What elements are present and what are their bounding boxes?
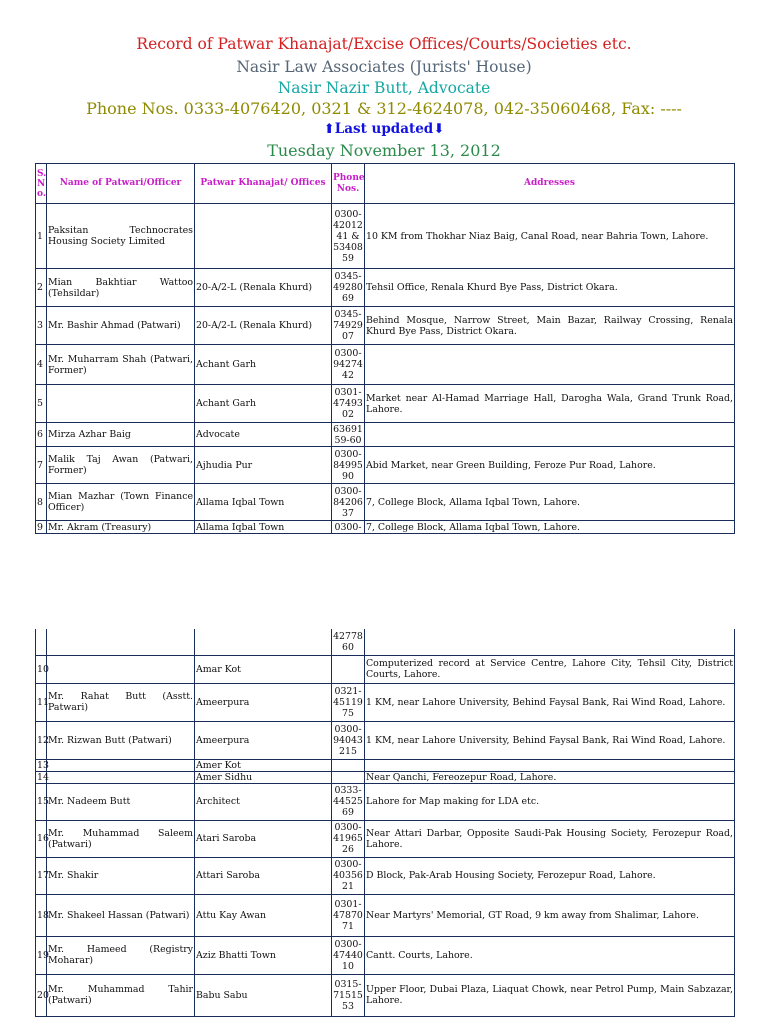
cell-address: Market near Al-Hamad Marriage Hall, Darogha Wala, Grand Trunk Road, Lahore. <box>365 385 735 423</box>
cell-address <box>365 423 735 447</box>
cell-name: Malik Taj Awan (Patwari, Former) <box>47 447 195 484</box>
table-row <box>36 423 735 447</box>
arrow-up-icon: ⬆ <box>323 121 335 137</box>
cell-address: Near Attari Darbar, Opposite Saudi-Pak Housing Society, Ferozepur Road, Lahore. <box>365 820 735 857</box>
cell-sno: 18 <box>36 894 47 936</box>
advocate-name: Nasir Nazir Butt, Advocate <box>277 79 491 97</box>
phone-numbers: Phone Nos. 0333-4076420, 0321 & 312-4624078, 042-35060468, Fax: ---- <box>86 99 682 118</box>
cell-phone: 0300-8420637 <box>333 485 363 519</box>
cell-address: 1 KM, near Lahore University, Behind Faysal Bank, Rai Wind Road, Lahore. <box>365 683 735 721</box>
cell-phone <box>332 655 365 683</box>
cell-office: Allama Iqbal Town <box>195 521 332 534</box>
cell-address: Cantt. Courts, Lahore. <box>365 936 735 974</box>
cell-address: Upper Floor, Dubai Plaza, Liaquat Chowk, near Petrol Pump, Main Sabzazar, Lahore. <box>365 974 735 1016</box>
cell-sno: 17 <box>36 857 47 894</box>
cell-address: Behind Mosque, Narrow Street, Main Bazar, Railway Crossing, Renala Khurd Bye Pass, District Okara. <box>365 307 735 345</box>
cell-phone: 0300-8499590 <box>333 448 363 482</box>
cell-office: Attu Kay Awan <box>195 894 332 936</box>
table-row <box>36 771 735 783</box>
cell-name: Mr. Nadeem Butt <box>47 783 195 820</box>
cell-address: Tehsil Office, Renala Khurd Bye Pass, District Okara. <box>365 269 735 307</box>
table-row <box>36 521 735 534</box>
cell-sno: 10 <box>36 655 47 683</box>
cell-sno: 7 <box>36 447 47 484</box>
cell-address: Computerized record at Service Centre, Lahore City, Tehsil City, District Courts, Lahore. <box>365 655 735 683</box>
cell-name: Mr. Muhammad Saleem (Patwari) <box>47 820 195 857</box>
cell-name: Paksitan Technocrates Housing Society Limited <box>47 204 195 269</box>
cell-phone <box>332 759 365 771</box>
table-row <box>36 820 735 857</box>
last-updated-text: Last updated <box>334 121 434 137</box>
cell-phone: 0300-94043215 <box>332 721 365 759</box>
arrow-down-icon: ⬇ <box>433 121 445 137</box>
cell-phone: 0300- <box>332 521 365 534</box>
table-row <box>36 655 735 683</box>
cell-phone: 0300-4201241 & 5340859 <box>332 204 365 269</box>
cell-name: Mr. Akram (Treasury) <box>47 521 195 534</box>
cell-phone: 0345-7492907 <box>332 307 365 345</box>
cell-phone: 0333-4452569 <box>333 785 363 818</box>
last-updated-label <box>0 121 768 137</box>
cell-sno: 11 <box>36 683 47 721</box>
cell-office: Ajhudia Pur <box>195 447 332 484</box>
column-header-name: Name of Patwari/Officer <box>47 164 195 204</box>
records-table-body <box>36 164 735 534</box>
cell-name <box>47 655 195 683</box>
cell-phone: 0300-9427442 <box>332 345 365 385</box>
cell-name: Mian Mazhar (Town Finance Officer) <box>47 484 195 521</box>
cell-sno: 14 <box>37 771 49 783</box>
cell-sno: 16 <box>36 820 47 857</box>
cell-address <box>365 759 735 771</box>
cell-office: Amer Sidhu <box>195 771 332 783</box>
table-row <box>36 629 735 655</box>
cell-office: Achant Garh <box>195 385 332 423</box>
cell-address: Abid Market, near Green Building, Feroze Pur Road, Lahore. <box>365 447 735 484</box>
cell-office: 20-A/2-L (Renala Khurd) <box>195 269 332 307</box>
cell-office: 20-A/2-L (Renala Khurd) <box>195 307 332 345</box>
cell-address: Near Qanchi, Fereozepur Road, Lahore. <box>365 771 735 783</box>
cell-sno: 8 <box>36 484 47 521</box>
cell-phone: 0300-4035621 <box>333 859 363 892</box>
cell-name: Mr. Shakir <box>47 857 195 894</box>
table-row <box>36 683 735 721</box>
cell-name: Mr. Muharram Shah (Patwari, Former) <box>47 345 195 385</box>
cell-name <box>47 759 195 771</box>
table-row <box>36 857 735 894</box>
table-row <box>36 936 735 974</box>
cell-name <box>47 771 195 783</box>
cell-office: Ameerpura <box>195 683 332 721</box>
cell-name <box>47 629 195 655</box>
cell-address: 7, College Block, Allama Iqbal Town, Lahore. <box>365 484 735 521</box>
cell-office: Amar Kot <box>195 655 332 683</box>
cell-office <box>195 204 332 269</box>
cell-sno: 4 <box>36 345 47 385</box>
records-table-body <box>36 629 735 1016</box>
table-row <box>36 759 735 771</box>
column-header-sno: S. N o. <box>36 164 47 204</box>
cell-phone: 0321-4511975 <box>332 683 365 721</box>
cell-office: Architect <box>195 783 332 820</box>
table-row <box>36 269 735 307</box>
cell-address: 7, College Block, Allama Iqbal Town, Lahore. <box>365 521 735 534</box>
table-row <box>36 204 735 269</box>
cell-name: Mirza Azhar Baig <box>47 423 195 447</box>
cell-phone: 0301-4787071 <box>332 894 365 936</box>
cell-sno: 19 <box>36 936 47 974</box>
cell-office: Allama Iqbal Town <box>195 484 332 521</box>
cell-office: Babu Sabu <box>195 974 332 1016</box>
table-row <box>36 385 735 423</box>
cell-office: Amer Kot <box>195 759 332 771</box>
table-row <box>36 307 735 345</box>
cell-name: Mr. Bashir Ahmad (Patwari) <box>47 307 195 345</box>
cell-address: Lahore for Map making for LDA etc. <box>365 783 735 820</box>
update-date: Tuesday November 13, 2012 <box>267 141 501 160</box>
cell-sno: 20 <box>36 974 47 1016</box>
table-row <box>36 345 735 385</box>
cell-sno: 9 <box>36 521 47 534</box>
table-row <box>36 783 735 820</box>
cell-phone: 0300-4196526 <box>333 822 363 855</box>
table-row <box>36 894 735 936</box>
cell-name: Mr. Shakeel Hassan (Patwari) <box>47 894 195 936</box>
column-header-phone: Phone Nos. <box>332 164 365 204</box>
cell-address: 1 KM, near Lahore University, Behind Faysal Bank, Rai Wind Road, Lahore. <box>365 721 735 759</box>
cell-phone: 6369159-60 <box>333 423 363 446</box>
cell-name <box>47 385 195 423</box>
cell-sno: 13 <box>37 759 49 771</box>
cell-address: 10 KM from Thokhar Niaz Baig, Canal Road, near Bahria Town, Lahore. <box>365 204 735 269</box>
cell-sno <box>36 629 47 655</box>
cell-name: Mian Bakhtiar Wattoo (Tehsildar) <box>47 269 195 307</box>
cell-office: Advocate <box>195 423 332 447</box>
cell-sno: 3 <box>36 307 47 345</box>
column-header-address: Addresses <box>365 164 735 204</box>
cell-phone: 0300-4744010 <box>332 936 365 974</box>
cell-office: Atari Saroba <box>195 820 332 857</box>
cell-sno: 2 <box>36 269 47 307</box>
table-row <box>36 721 735 759</box>
cell-office: Ameerpura <box>195 721 332 759</box>
cell-sno: 6 <box>36 423 47 447</box>
table-header-row <box>36 164 735 204</box>
firm-name: Nasir Law Associates (Jurists' House) <box>236 58 532 76</box>
cell-address <box>365 345 735 385</box>
table-row <box>36 974 735 1016</box>
cell-address: Near Martyrs' Memorial, GT Road, 9 km away from Shalimar, Lahore. <box>365 894 735 936</box>
cell-sno: 5 <box>36 385 47 423</box>
table-row <box>36 447 735 484</box>
column-header-office: Patwar Khanajat/ Offices <box>195 164 332 204</box>
cell-phone: 0345-4928069 <box>332 269 365 307</box>
cell-office: Achant Garh <box>195 345 332 385</box>
records-table-page-1 <box>35 163 735 534</box>
table-row <box>36 484 735 521</box>
cell-name: Mr. Rahat Butt (Asstt. Patwari) <box>47 683 195 721</box>
records-table-page-2 <box>35 629 735 1017</box>
cell-office: Attari Saroba <box>195 857 332 894</box>
cell-phone: 0315-7151553 <box>332 974 365 1016</box>
cell-sno: 1 <box>36 204 47 269</box>
cell-phone <box>332 771 365 783</box>
cell-name: Mr. Rizwan Butt (Patwari) <box>47 721 195 759</box>
cell-sno: 12 <box>36 721 47 759</box>
document-title: Record of Patwar Khanajat/Excise Offices/Courts/Societies etc. <box>136 35 632 53</box>
cell-sno: 15 <box>36 783 47 820</box>
cell-phone: 4277860 <box>332 629 365 655</box>
cell-name: Mr. Muhammad Tahir (Patwari) <box>47 974 195 1016</box>
cell-name: Mr. Hameed (Registry Moharar) <box>47 936 195 974</box>
cell-address <box>365 629 735 655</box>
cell-address: D Block, Pak-Arab Housing Society, Ferozepur Road, Lahore. <box>365 857 735 894</box>
cell-phone: 0301-4749302 <box>332 385 365 423</box>
cell-office <box>195 629 332 655</box>
cell-office: Aziz Bhatti Town <box>195 936 332 974</box>
